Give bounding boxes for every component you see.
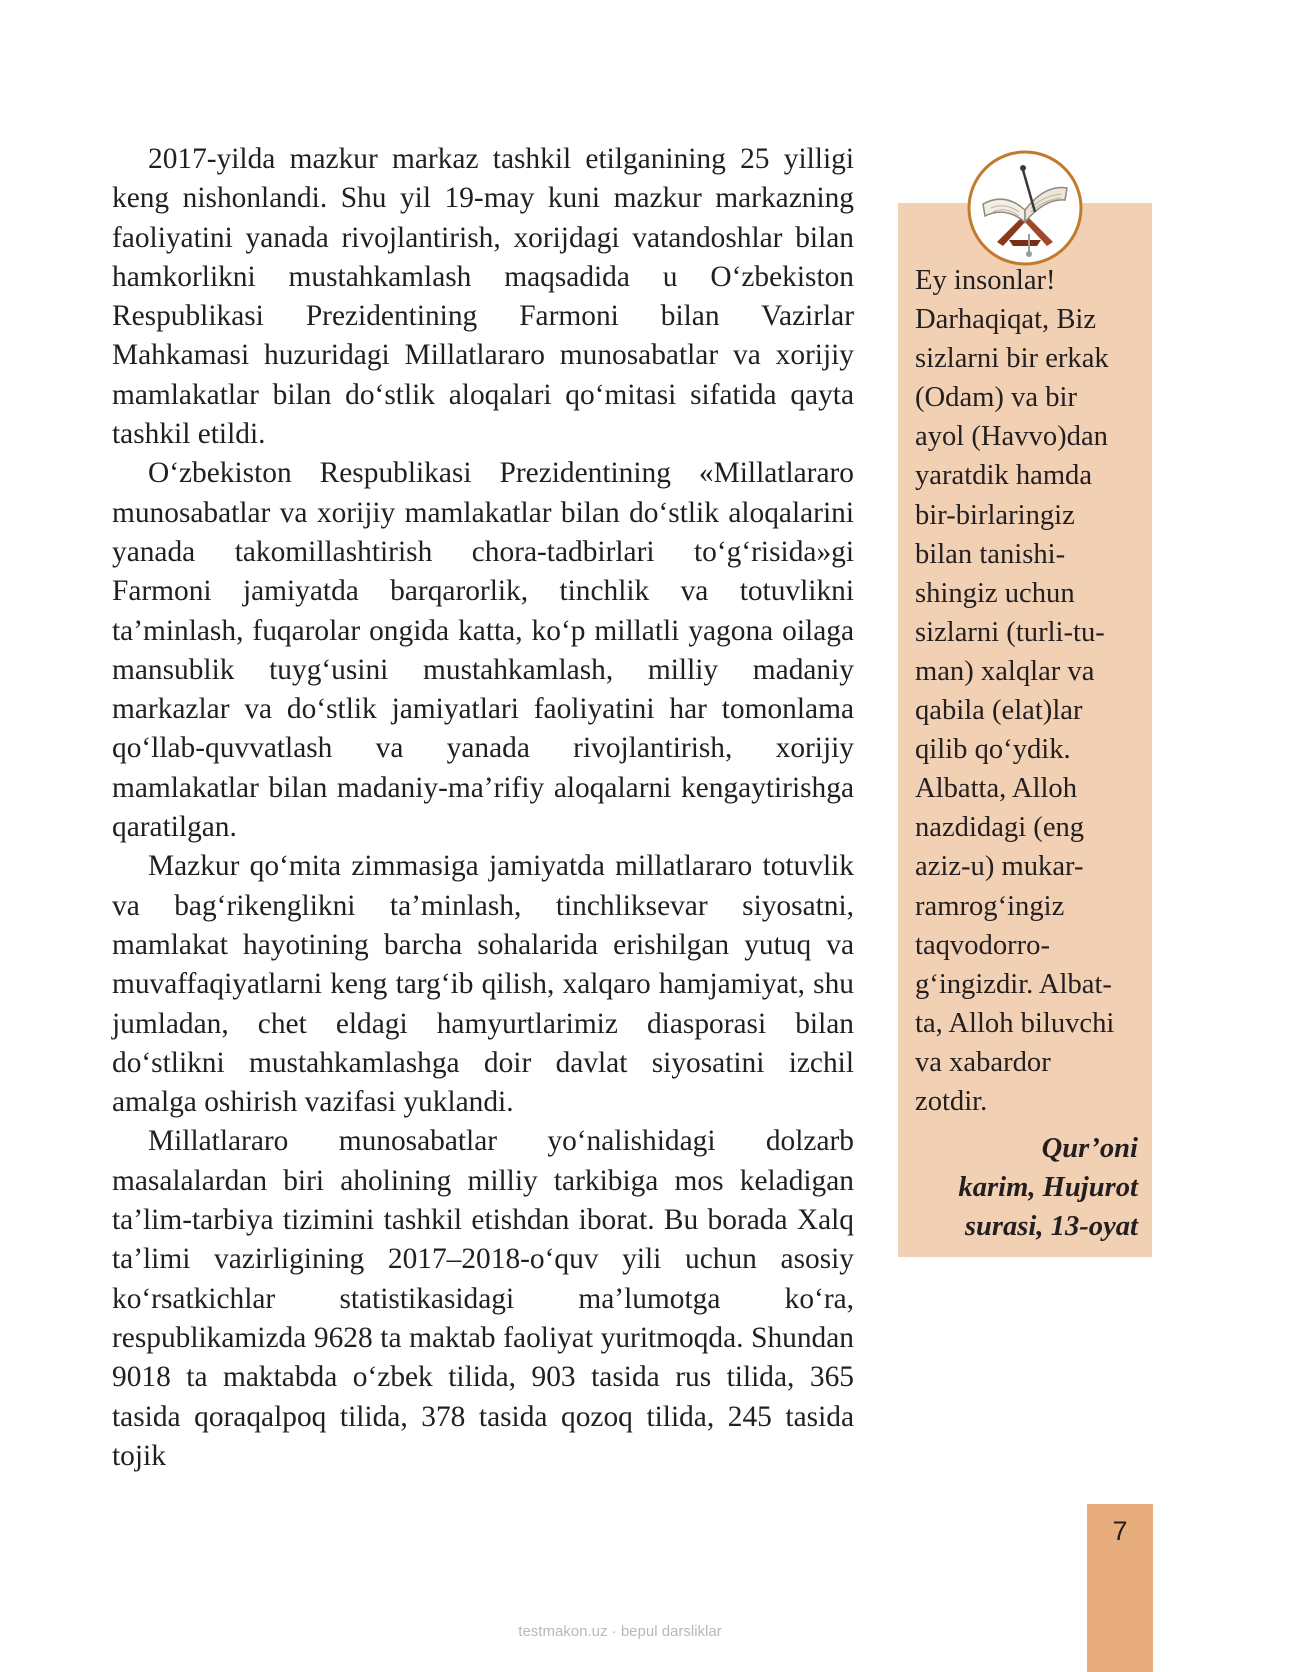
quote-line: ramrog‘ingiz [915,890,1065,922]
quote-line: ta, Alloh biluvchi [915,1007,1115,1039]
quote-line: nazdidagi (eng [915,812,1085,844]
quote-line: aziz-u) mukar- [915,851,1084,883]
source-line: surasi, 13-oyat [964,1211,1138,1243]
quran-quote [915,261,1143,1121]
quote-source [908,1129,1138,1246]
quote-line: qabila (elat)lar [915,695,1083,727]
quote-line: yaratdik hamda [915,460,1093,492]
quote-line: Ey insonlar! [915,265,1056,296]
paragraph-3: Mazkur qo‘mita zimmasiga jamiyatda millatlararo totuvlik va bag‘rikenglikni ta’minlash, tinchliksevar siyosatni, mamlakat hayotining barcha sohalarida erishilgan yutuq va muvaffaqiyatlarni keng targ‘ib qilish, xalqaro hamjamiyat, shu jumladan, chet eldagi hamyurtlarimiz diasporasi bilan do‘stlikni mustahkamlashga doir davlat siyosatini izchil amalga oshirish vazifasi yuklandi. [112,850,854,1119]
quote-line: bir-birlaringiz [915,499,1075,531]
main-text-column [112,140,854,1476]
page-number: 7 [1112,1516,1128,1546]
quote-line: Darhaqiqat, Biz [915,304,1097,336]
source-line: karim, Hujurot [958,1172,1138,1204]
quote-line: g‘ingizdir. Albat- [915,968,1112,1000]
quote-line: va xabardor [915,1046,1051,1078]
source-line: Qur’oni [1041,1133,1138,1164]
quote-sidebar [898,203,1152,1257]
quote-line: Albatta, Alloh [915,773,1078,805]
quote-line: (Odam) va bir [915,382,1077,414]
quote-line: taqvodorro- [915,929,1050,961]
quote-line: sizlarni (turli-tu- [915,616,1105,648]
quran-on-stand-icon [965,148,1085,268]
watermark: testmakon.uz · bepul darsliklar [518,1623,722,1640]
paragraph-4: Millatlararo munosabatlar yo‘nalishidagi dolzarb masalalardan biri aholining milliy tarkibiga mos keladigan ta’lim-tarbiya tizimini tashkil etishdan iborat. Bu borada Xalq ta’limi vazirligining 2017–2018-o‘quv yili uchun asosiy ko‘rsatkichlar statistikasidagi ma’lumotga ko‘ra, respublikamizda 9628 ta maktab faoliyat yuritmoqda. Shundan 9018 ta maktabda o‘zbek tilida, 903 tasida rus tilida, 365 tasida qoraqalpoq tilida, 378 tasida qozoq tilida, 245 tasida tojik [112,1125,854,1472]
quote-line: zotdir. [915,1085,988,1117]
quote-line: qilib qo‘ydik. [915,734,1071,766]
quote-line: sizlarni bir erkak [915,343,1109,375]
quote-line: shingiz uchun [915,577,1075,609]
quote-line: ayol (Havvo)dan [915,421,1108,453]
page-number-tab [1087,1504,1153,1672]
paragraph-2: O‘zbekiston Respublikasi Prezidentining «Millatlararo munosabatlar va xorijiy mamlakatlar bilan do‘stlik aloqalarini yanada takomillashtirish chora-tadbirlari to‘g‘risida»gi Farmoni jamiyatda barqarorlik, tinchlik va totuvlikni ta’minlash, fuqarolar ongida katta, ko‘p millatli yagona oilaga mansublik tuyg‘usini mustahkamlash, milliy madaniy markazlar va do‘stlik jamiyatlari faoliyatini har tomonlama qo‘llab-quvvatlash va yanada rivojlantirish, xorijiy mamlakatlar bilan madaniy-ma’rifiy aloqalarni kengaytirishga qaratilgan. [112,457,854,844]
paragraph-1: 2017-yilda mazkur markaz tashkil etilganining 25 yilligi keng nishonlandi. Shu yil 19-may kuni mazkur markazning faoliyatini yanada rivojlantirish, xorijdagi vatandoshlar bilan hamkorlikni mustahkamlash maqsadida u O‘zbekiston Respublikasi Prezidentining Farmoni bilan Vazirlar Mahkamasi huzuridagi Millatlararo munosabatlar va xorijiy mamlakatlar bilan do‘stlik aloqalari qo‘mitasi sifatida qayta tashkil etildi. [112,143,854,451]
quote-line: bilan tanishi- [915,538,1066,570]
quote-line: man) xalqlar va [915,655,1095,687]
